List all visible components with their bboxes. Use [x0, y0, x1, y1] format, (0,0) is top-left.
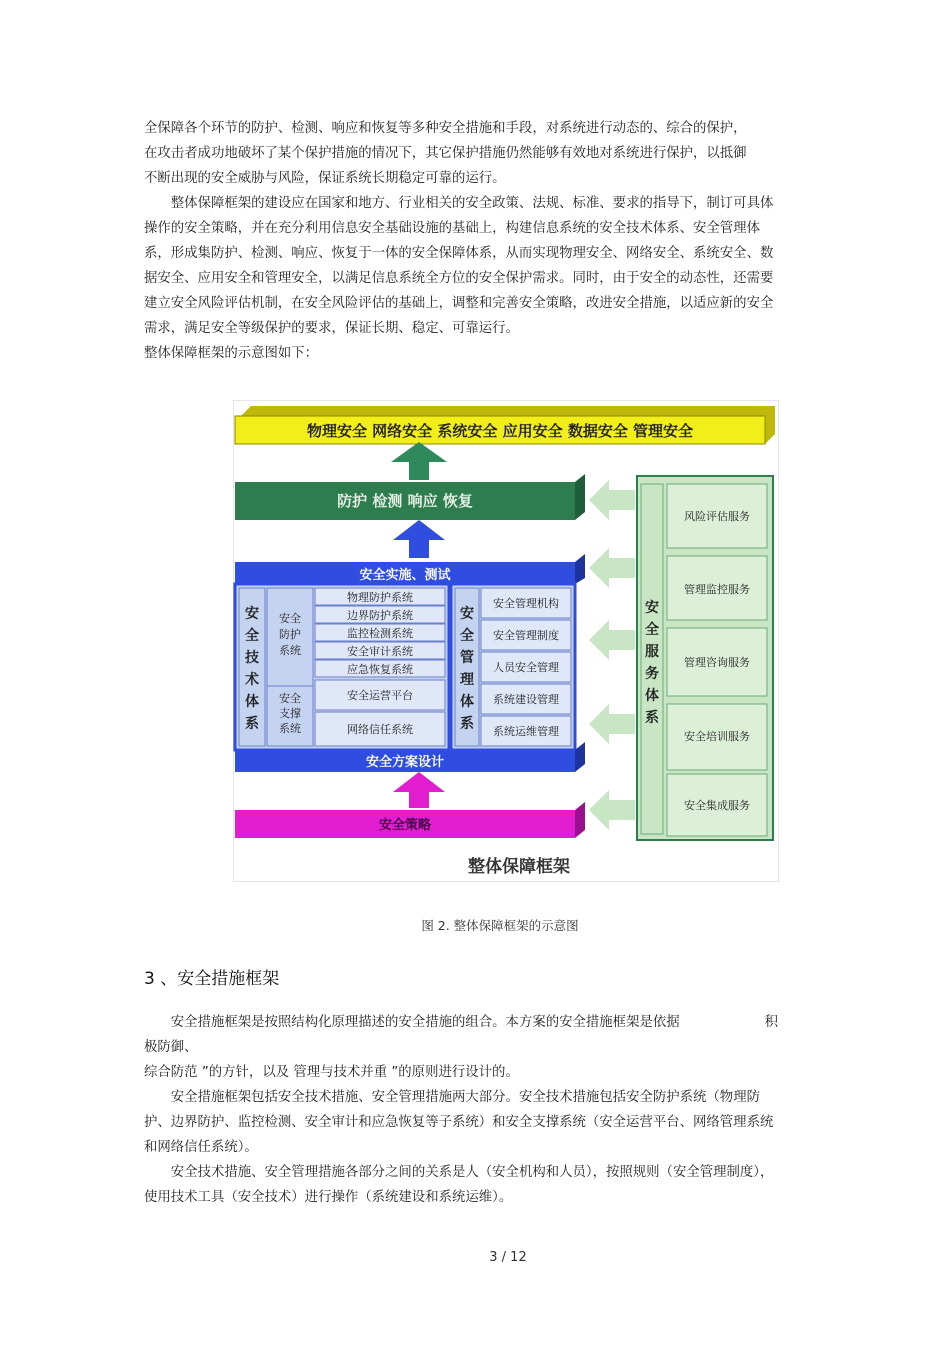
ppdr-bar-label: 防护 检测 响应 恢复 [337, 492, 473, 510]
diagram-footer-label: 整体保障框架 [468, 857, 570, 877]
svg-text:安: 安 [460, 606, 474, 622]
svg-text:全: 全 [460, 628, 474, 644]
svg-text:系: 系 [245, 716, 259, 732]
mgmt-item: 系统建设管理 [493, 693, 559, 706]
svg-text:服: 服 [645, 644, 659, 660]
section-paragraph-1 [144, 1010, 784, 1060]
svg-text:安全: 安全 [279, 692, 301, 705]
svg-text:全: 全 [245, 628, 259, 644]
service-item: 管理监控服务 [684, 583, 750, 596]
svg-text:系: 系 [460, 716, 474, 732]
svg-text:安: 安 [245, 606, 259, 622]
service-item: 风险评估服务 [684, 510, 750, 523]
svg-text:支撑: 支撑 [279, 707, 301, 720]
protect-item: 安全审计系统 [347, 645, 413, 658]
service-item: 安全集成服务 [684, 799, 750, 812]
section-paragraph-3: 安全技术措施、安全管理措施各部分之间的关系是人（安全机构和人员），按照规则（安全管理制度），使用技术工具（安全技术）进行操作（系统建设和系统运维）。 [144, 1165, 774, 1205]
mgmt-item: 人员安全管理 [493, 661, 559, 674]
support-item: 安全运营平台 [347, 689, 413, 702]
svg-text:系统: 系统 [279, 644, 301, 657]
protect-item: 边界防护系统 [347, 609, 413, 622]
intro-paragraph-2: 整体保障框架的建设应在国家和地方、行业相关的安全政策、法规、标准、要求的指导下，制订可具体操作的安全策略，并在充分利用信息安全基础设施的基础上，构建信息系统的安全技术体系、安全管理体系，形成集防护、检测、响应、恢复于一体的安全保障体系，从而实现物理安全、网络安全、系统安全、数据安全、应用安全和管理安全，以满足信息系统全方位的安全保护需求。同时，由于安全的动态性，还需要建立安全风险评估机制，在安全风险评估的基础上，调整和完善安全策略，改进安全措施，以适应新的安全需求，满足安全等级保护的要求，保证长期、稳定、可靠运行。 [144, 196, 774, 336]
svg-text:理: 理 [460, 672, 474, 688]
impl-bar-label: 安全实施、测试 [359, 568, 451, 583]
mgmt-item: 安全管理制度 [493, 629, 559, 642]
section-p1-b: 积极防御、 [144, 1015, 779, 1055]
svg-text:体: 体 [645, 688, 659, 704]
svg-text:技: 技 [245, 650, 259, 666]
svg-text:务: 务 [645, 666, 659, 682]
intro-paragraph-3: 整体保障框架的示意图如下： [144, 346, 319, 361]
intro-line-2: 在攻击者成功地破坏了某个保护措施的情况下，其它保护措施仍然能够有效地对系统进行保护，以抵御 [144, 146, 747, 161]
service-item: 安全培训服务 [684, 730, 750, 743]
policy-bar-label: 安全策略 [378, 818, 432, 833]
protect-item: 应急恢复系统 [347, 663, 413, 676]
svg-text:防护: 防护 [279, 628, 301, 641]
intro-line-3: 不断出现的安全威胁与风险，保证系统长期稳定可靠的运行。 [144, 171, 506, 186]
intro-text [144, 116, 784, 366]
support-group-label [279, 691, 301, 735]
svg-text:安: 安 [645, 600, 659, 616]
svg-text:管: 管 [460, 650, 474, 666]
svg-text:安全: 安全 [279, 612, 301, 625]
service-item: 管理咨询服务 [684, 656, 750, 669]
mgmt-item: 安全管理机构 [493, 597, 559, 610]
svg-text:体: 体 [460, 694, 474, 710]
section-paragraph-2: 安全措施框架包括安全技术措施、安全管理措施两大部分。安全技术措施包括安全防护系统（物理防护、边界防护、监控检测、安全审计和应急恢复等子系统）和安全支撑系统（安全运营平台、网络管理系统和网络信任系统）。 [144, 1090, 774, 1155]
protect-item: 物理防护系统 [347, 591, 413, 604]
section-heading: 3 、安全措施框架 [144, 969, 280, 989]
support-item: 网络信任系统 [347, 723, 413, 736]
page-number: 3 / 12 [489, 1250, 527, 1265]
svg-text:系统: 系统 [279, 722, 301, 735]
design-bar-label: 安全方案设计 [365, 755, 445, 770]
top-bar-label: 物理安全 网络安全 系统安全 应用安全 数据安全 管理安全 [306, 422, 694, 440]
svg-text:术: 术 [245, 672, 259, 688]
framework-diagram [233, 400, 779, 882]
protect-item: 监控检测系统 [347, 627, 413, 640]
section-p1-a: 安全措施框架是按照结构化原理描述的安全措施的组合。本方案的安全措施框架是依据 [170, 1015, 680, 1030]
section-p1-c: 综合防范 ”的方针，以及 管理与技术并重 ”的原则进行设计的。 [144, 1065, 519, 1080]
svg-text:体: 体 [245, 694, 259, 710]
intro-line-1: 全保障各个环节的防护、检测、响应和恢复等多种安全措施和手段，对系统进行动态的、综合的保护， [144, 121, 747, 136]
svg-text:全: 全 [645, 622, 659, 638]
protect-group-label [279, 611, 301, 657]
section-text [144, 1010, 784, 1210]
mgmt-item: 系统运维管理 [493, 725, 559, 738]
svg-text:系: 系 [645, 710, 659, 726]
figure-caption: 图 2. 整体保障框架的示意图 [421, 918, 579, 933]
